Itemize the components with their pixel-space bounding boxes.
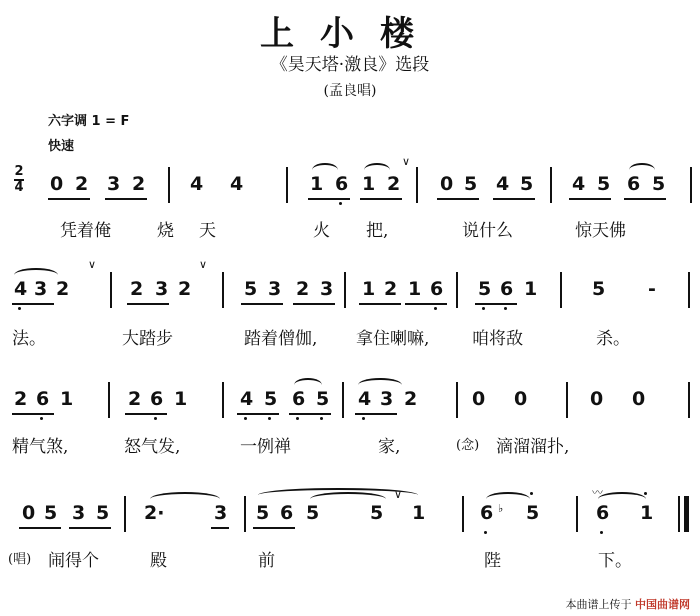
low-dot xyxy=(18,307,21,310)
recitation-mark: (念) xyxy=(456,438,480,453)
low-dot xyxy=(268,417,271,420)
note: 5 xyxy=(478,278,492,300)
note: 5 xyxy=(597,173,611,195)
singer-credit: (孟良唱) xyxy=(323,83,377,99)
note: 5 xyxy=(44,502,58,524)
note: 5 xyxy=(264,388,278,410)
barline xyxy=(124,496,126,532)
barline xyxy=(576,496,578,532)
note: 1 xyxy=(174,388,188,410)
note: 5 xyxy=(464,173,478,195)
note: 3 xyxy=(72,502,86,524)
barline xyxy=(456,382,458,418)
low-dot xyxy=(484,531,487,534)
low-dot xyxy=(320,417,323,420)
breath-mark: ∨ xyxy=(394,488,403,501)
barline xyxy=(344,272,346,308)
lyric: 精气煞, xyxy=(12,437,69,457)
note: 0 xyxy=(440,173,454,195)
score-system-4 xyxy=(0,484,700,544)
barline xyxy=(690,167,692,203)
underline xyxy=(437,198,479,200)
barline xyxy=(462,496,464,532)
note: 2 xyxy=(178,278,192,300)
note: 6 xyxy=(480,502,494,524)
lyric: 咱将敌 xyxy=(472,329,523,349)
note: 6 xyxy=(335,173,349,195)
note: 3 xyxy=(34,278,48,300)
note: 0 xyxy=(472,388,486,410)
site-logo-text[interactable]: 中国曲谱网 xyxy=(635,598,690,611)
trill-mark: 〰 xyxy=(592,486,603,499)
note: 4 xyxy=(240,388,254,410)
note: 5 xyxy=(316,388,330,410)
barline xyxy=(168,167,170,203)
footer-credit xyxy=(566,596,691,612)
lyrics-line-4 xyxy=(0,544,700,574)
note: 3 xyxy=(268,278,282,300)
note: 5 xyxy=(370,502,384,524)
underline xyxy=(289,413,331,415)
lyrics-line-2 xyxy=(0,322,700,352)
note: 0 xyxy=(632,388,646,410)
underline xyxy=(125,413,167,415)
tempo-marking: 快速 xyxy=(48,139,75,154)
note: - xyxy=(648,278,656,300)
note: 6 xyxy=(292,388,306,410)
underline xyxy=(48,198,90,200)
note: 5 xyxy=(526,502,540,524)
underline xyxy=(405,303,447,305)
low-dot xyxy=(434,307,437,310)
note: 0 xyxy=(514,388,528,410)
low-dot xyxy=(244,417,247,420)
breath-mark: ∨ xyxy=(88,258,97,271)
note: 2 xyxy=(296,278,310,300)
note: 1 xyxy=(362,173,376,195)
barline xyxy=(286,167,288,203)
note: 0 xyxy=(590,388,604,410)
underline xyxy=(12,413,54,415)
note: 1 xyxy=(362,278,376,300)
note: 2 xyxy=(56,278,70,300)
lyric: 滴溜溜扑, xyxy=(496,437,570,457)
barline xyxy=(456,272,458,308)
fermata-dot xyxy=(530,492,533,495)
breath-mark: ∨ xyxy=(199,258,208,271)
lyric: 说什么 xyxy=(462,221,513,241)
note: 0 xyxy=(22,502,36,524)
note: 4 xyxy=(358,388,372,410)
note: 5 xyxy=(652,173,666,195)
score-system-1 xyxy=(0,155,700,215)
note: 2 xyxy=(404,388,418,410)
low-dot xyxy=(482,307,485,310)
note: 1 xyxy=(310,173,324,195)
note: 5 xyxy=(592,278,606,300)
note: 2 xyxy=(384,278,398,300)
fermata-dot xyxy=(644,492,647,495)
note: 6 xyxy=(430,278,444,300)
barline xyxy=(550,167,552,203)
note: 2 xyxy=(75,173,89,195)
lyric: 把, xyxy=(366,221,389,241)
underline xyxy=(253,527,295,529)
lyric: 杀。 xyxy=(596,329,630,349)
singing-mark: (唱) xyxy=(8,552,32,567)
note: 6 xyxy=(150,388,164,410)
lyric: 怒气发, xyxy=(124,437,181,457)
underline xyxy=(293,303,335,305)
note: 6 xyxy=(596,502,610,524)
note: 4 xyxy=(230,173,244,195)
lyric: 陛 xyxy=(484,551,501,571)
note: 6 xyxy=(280,502,294,524)
underline xyxy=(493,198,535,200)
time-signature: 2 4 xyxy=(14,164,24,195)
lyric: 法。 xyxy=(12,329,46,349)
barline xyxy=(688,272,690,308)
note: 2 xyxy=(14,388,28,410)
note: 5 xyxy=(306,502,320,524)
lyric: 前 xyxy=(258,551,275,571)
lyric: 凭着俺 xyxy=(60,221,111,241)
low-dot xyxy=(600,531,603,534)
score-system-3 xyxy=(0,370,700,430)
barline xyxy=(244,496,246,532)
underline xyxy=(69,527,111,529)
note: 5 xyxy=(244,278,258,300)
lyric: 下。 xyxy=(598,551,632,571)
note: 3 xyxy=(214,502,228,524)
note: 1 xyxy=(524,278,538,300)
low-dot xyxy=(40,417,43,420)
lyric: 烧 xyxy=(157,221,174,241)
note: 4 xyxy=(496,173,510,195)
barline xyxy=(342,382,344,418)
underline xyxy=(211,527,229,529)
note: 5 xyxy=(96,502,110,524)
lyric: 惊天佛 xyxy=(575,221,626,241)
low-dot xyxy=(154,417,157,420)
note: 4 xyxy=(14,278,28,300)
note: 5 xyxy=(256,502,270,524)
final-barline xyxy=(678,496,689,532)
note: 0 xyxy=(50,173,64,195)
flat-sign: ♭ xyxy=(498,502,504,515)
underline xyxy=(624,198,666,200)
note: 2 xyxy=(130,278,144,300)
key-signature: 六字调 1 = F xyxy=(48,114,130,129)
note: 3 xyxy=(155,278,169,300)
note: 5 xyxy=(520,173,534,195)
lyric: 家, xyxy=(378,437,401,457)
note: 3 xyxy=(380,388,394,410)
underline xyxy=(359,303,401,305)
note: 4 xyxy=(572,173,586,195)
note: 2 xyxy=(132,173,146,195)
note: 6 xyxy=(500,278,514,300)
note: 1 xyxy=(640,502,654,524)
lyric: 火 xyxy=(313,221,330,241)
lyric: 殿 xyxy=(150,551,167,571)
underline xyxy=(355,413,397,415)
lyric: 踏着僧伽, xyxy=(244,329,318,349)
barline xyxy=(222,382,224,418)
low-dot xyxy=(339,202,342,205)
note: 1 xyxy=(408,278,422,300)
lyric: 闹得个 xyxy=(48,551,99,571)
barline xyxy=(222,272,224,308)
underline xyxy=(105,198,147,200)
low-dot xyxy=(296,417,299,420)
lyric: 拿住喇嘛, xyxy=(356,329,430,349)
lyrics-line-1 xyxy=(0,214,700,244)
lyrics-line-3 xyxy=(0,430,700,460)
underline xyxy=(475,303,517,305)
low-dot xyxy=(504,307,507,310)
underline xyxy=(241,303,283,305)
page-title: 上小楼 xyxy=(260,14,440,54)
score-system-2 xyxy=(0,260,700,320)
barline xyxy=(560,272,562,308)
underline xyxy=(19,527,61,529)
footer-text: 本曲谱上传于 xyxy=(565,598,632,611)
barline xyxy=(416,167,418,203)
note: 4 xyxy=(190,173,204,195)
note: 2· xyxy=(144,502,165,524)
subtitle: 《昊天塔·激良》选段 xyxy=(270,55,430,75)
underline xyxy=(360,198,402,200)
underline xyxy=(12,303,54,305)
barline xyxy=(566,382,568,418)
low-dot xyxy=(362,417,365,420)
breath-mark: ∨ xyxy=(402,155,411,168)
barline xyxy=(688,382,690,418)
underline xyxy=(569,198,611,200)
underline xyxy=(308,198,350,200)
note: 6 xyxy=(36,388,50,410)
barline xyxy=(108,382,110,418)
note: 3 xyxy=(320,278,334,300)
barline xyxy=(110,272,112,308)
note: 2 xyxy=(128,388,142,410)
note: 1 xyxy=(412,502,426,524)
lyric: 大踏步 xyxy=(122,329,173,349)
lyric: 一例禅 xyxy=(240,437,291,457)
note: 6 xyxy=(627,173,641,195)
underline xyxy=(127,303,169,305)
note: 3 xyxy=(107,173,121,195)
note: 1 xyxy=(60,388,74,410)
note: 2 xyxy=(387,173,401,195)
lyric: 天 xyxy=(199,221,216,241)
underline xyxy=(237,413,279,415)
